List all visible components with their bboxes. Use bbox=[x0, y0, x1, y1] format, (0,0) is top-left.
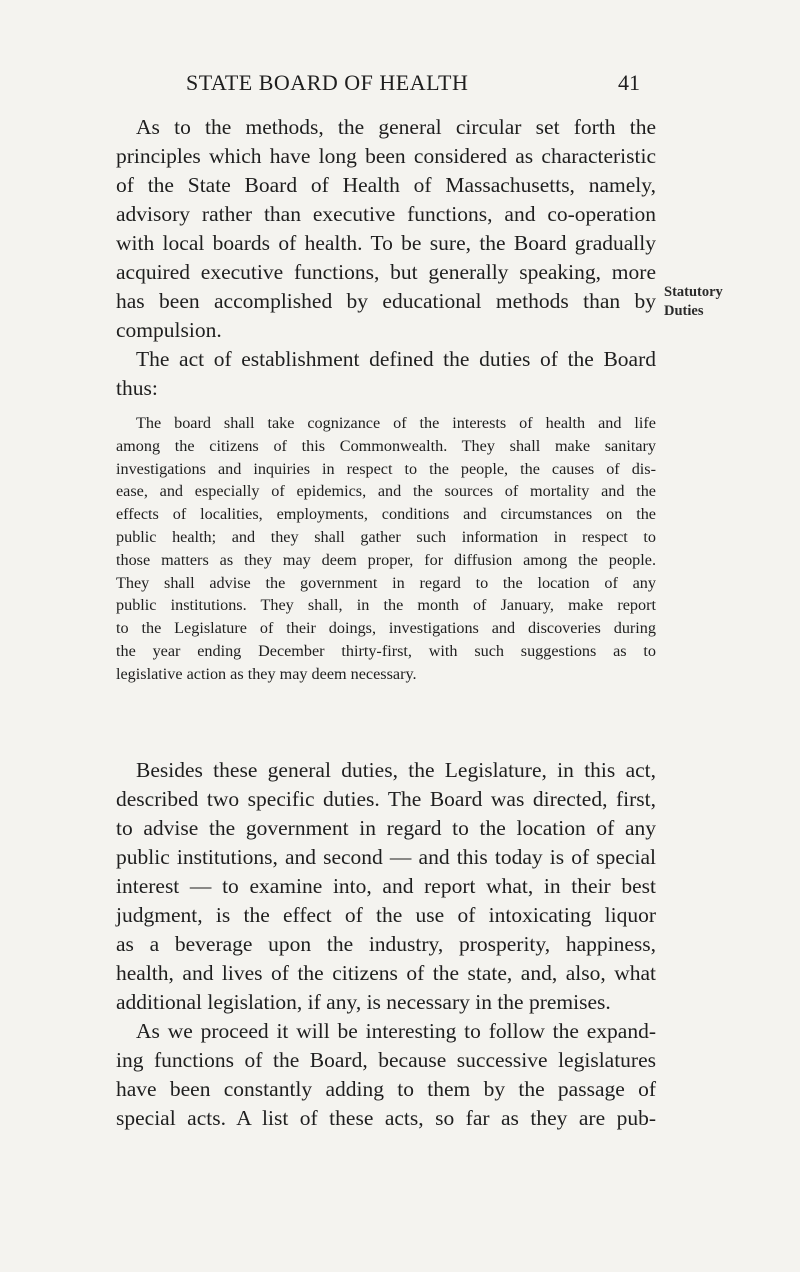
quote-line: They shall advise the government in regard to the location of any bbox=[116, 573, 656, 592]
statutory-quotation bbox=[116, 412, 656, 686]
quote-line: effects of localities, employments, conditions and circumstances on the bbox=[116, 505, 656, 524]
quote-line: public institutions. They shall, in the month of January, make report bbox=[116, 596, 656, 615]
quote-line: public health; and they shall gather such information in respect to bbox=[116, 527, 656, 546]
quote-line: those matters as they may deem proper, for diffusion among the people. bbox=[116, 550, 656, 569]
text-line: advisory rather than executive functions, and co-operation bbox=[116, 202, 656, 226]
text-line: ing functions of the Board, because successive legislatures bbox=[116, 1048, 656, 1072]
text-line: additional legislation, if any, is necessary in the premises. bbox=[116, 990, 611, 1014]
running-title: STATE BOARD OF HEALTH bbox=[186, 70, 469, 95]
quote-line: investigations and inquiries in respect to the people, the causes of dis- bbox=[116, 459, 656, 478]
text-line: As to the methods, the general circular set forth the bbox=[136, 115, 656, 139]
quote-line: ease, and especially of epidemics, and the sources of mortality and the bbox=[116, 482, 656, 501]
text-line: has been accomplished by educational methods than by bbox=[116, 289, 656, 313]
text-line: As we proceed it will be interesting to follow the expand- bbox=[136, 1019, 656, 1043]
quote-line: the year ending December thirty-first, with such suggestions as to bbox=[116, 641, 656, 660]
text-line: of the State Board of Health of Massachusetts, namely, bbox=[116, 173, 656, 197]
paragraph-specific-duties bbox=[116, 756, 656, 1017]
paragraph-methods bbox=[116, 113, 656, 345]
text-line: The act of establishment defined the duties of the Board bbox=[136, 347, 656, 371]
paragraph-act-of-establishment bbox=[116, 345, 656, 403]
text-line: principles which have long been considered as characteristic bbox=[116, 144, 656, 168]
paragraph-expanding-functions bbox=[116, 1017, 656, 1133]
margin-note-line: Statutory bbox=[664, 284, 723, 300]
margin-note bbox=[664, 283, 800, 321]
text-line: compulsion. bbox=[116, 318, 222, 342]
text-line: have been constantly adding to them by the passage of bbox=[116, 1077, 656, 1101]
text-line: special acts. A list of these acts, so far as they are pub- bbox=[116, 1106, 656, 1130]
text-line: acquired executive functions, but generally speaking, more bbox=[116, 260, 656, 284]
quote-line: The board shall take cognizance of the interests of health and life bbox=[136, 414, 656, 432]
text-line: described two specific duties. The Board was directed, first, bbox=[116, 787, 656, 811]
running-header bbox=[0, 70, 800, 100]
quote-line: among the citizens of this Commonwealth. They shall make sanitary bbox=[116, 436, 656, 455]
text-line: to advise the government in regard to the location of any bbox=[116, 816, 656, 840]
margin-note-line: Duties bbox=[664, 303, 704, 319]
text-line: public institutions, and second — and this today is of special bbox=[116, 845, 656, 869]
text-line: Besides these general duties, the Legislature, in this act, bbox=[136, 758, 656, 782]
quote-line: to the Legislature of their doings, investigations and discoveries during bbox=[116, 619, 656, 638]
text-line: as a beverage upon the industry, prosperity, happiness, bbox=[116, 932, 656, 956]
page-number: 41 bbox=[618, 70, 640, 95]
text-line: thus: bbox=[116, 376, 158, 400]
text-line: with local boards of health. To be sure, the Board gradually bbox=[116, 231, 656, 255]
text-line: interest — to examine into, and report what, in their best bbox=[116, 874, 656, 898]
quote-line: legislative action as they may deem necessary. bbox=[116, 664, 417, 683]
text-line: health, and lives of the citizens of the state, and, also, what bbox=[116, 961, 656, 985]
text-line: judgment, is the effect of the use of intoxicating liquor bbox=[116, 903, 656, 927]
